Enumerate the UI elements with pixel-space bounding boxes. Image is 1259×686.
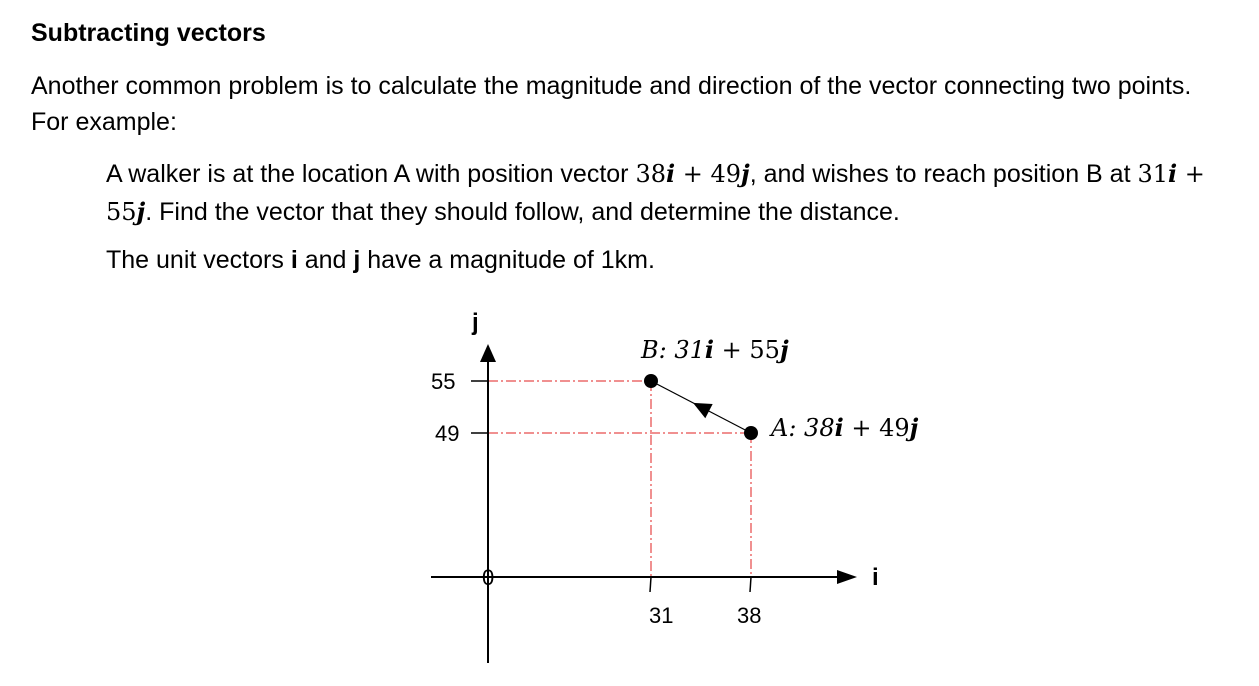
point-a-label-plus: +: [843, 414, 880, 442]
y-axis-arrowhead: [480, 344, 496, 362]
x-tick-label-31: 31: [649, 603, 674, 628]
section-heading: Subtracting vectors: [31, 19, 266, 47]
x-axis-arrowhead: [837, 570, 857, 584]
vector-direction-arrowhead: [693, 403, 713, 418]
point-a-label-tail: 49: [879, 414, 910, 442]
point-a-label-head: A: 38: [771, 414, 835, 442]
origin-label: 0: [482, 565, 495, 590]
point-b-label-head: B: 31: [641, 336, 705, 364]
unit-i-bold: i: [290, 246, 298, 274]
vector-b-i-coef: 31: [1137, 160, 1169, 188]
point-b-label-plus: +: [714, 336, 750, 364]
vector-a-plus: +: [675, 160, 711, 188]
vector-b-j-coef: 55: [106, 198, 137, 226]
problem-text-2: , and wishes to reach position B at: [749, 160, 1138, 188]
unit-j-bold: j: [353, 246, 361, 274]
x-tick-31: [650, 577, 651, 592]
point-b-label-tail: 55: [749, 336, 780, 364]
units-text-2: and: [297, 246, 354, 274]
point-b-label: [640, 335, 789, 364]
point-a-label-j: j: [909, 413, 919, 442]
x-tick-38: [750, 577, 751, 592]
point-a-label: [769, 413, 919, 442]
vector-a-i-coef: 38: [635, 160, 666, 188]
point-b-label-j: j: [779, 335, 789, 364]
vector-b-plus: +: [1177, 160, 1205, 188]
point-a-label-i: i: [834, 413, 844, 442]
y-tick-label-55: 55: [431, 369, 456, 394]
problem-text-3: . Find the vector that they should follow, and determine the distance.: [145, 198, 900, 226]
vector-a-j-symbol: j: [741, 159, 750, 188]
intro-paragraph: Another common problem is to calculate the magnitude and direction of the vector connecting two points. For example:: [31, 72, 1192, 136]
point-b-label-i: i: [704, 335, 715, 364]
units-text-1: The unit vectors: [106, 246, 291, 274]
y-tick-label-49: 49: [435, 421, 460, 446]
x-axis-label: i: [872, 564, 879, 591]
vector-b-j-symbol: j: [136, 197, 146, 226]
y-axis-label: j: [472, 309, 479, 336]
x-tick-label-38: 38: [737, 603, 762, 628]
point-a: [744, 426, 758, 440]
vector-a-i-symbol: i: [666, 159, 676, 188]
units-text-3: have a magnitude of 1km.: [360, 246, 655, 274]
point-b: [644, 374, 658, 388]
vector-b-i-symbol: i: [1168, 159, 1178, 188]
vector-a-j-coef: 49: [710, 160, 742, 188]
problem-text-1: A walker is at the location A with position vector: [106, 160, 636, 188]
